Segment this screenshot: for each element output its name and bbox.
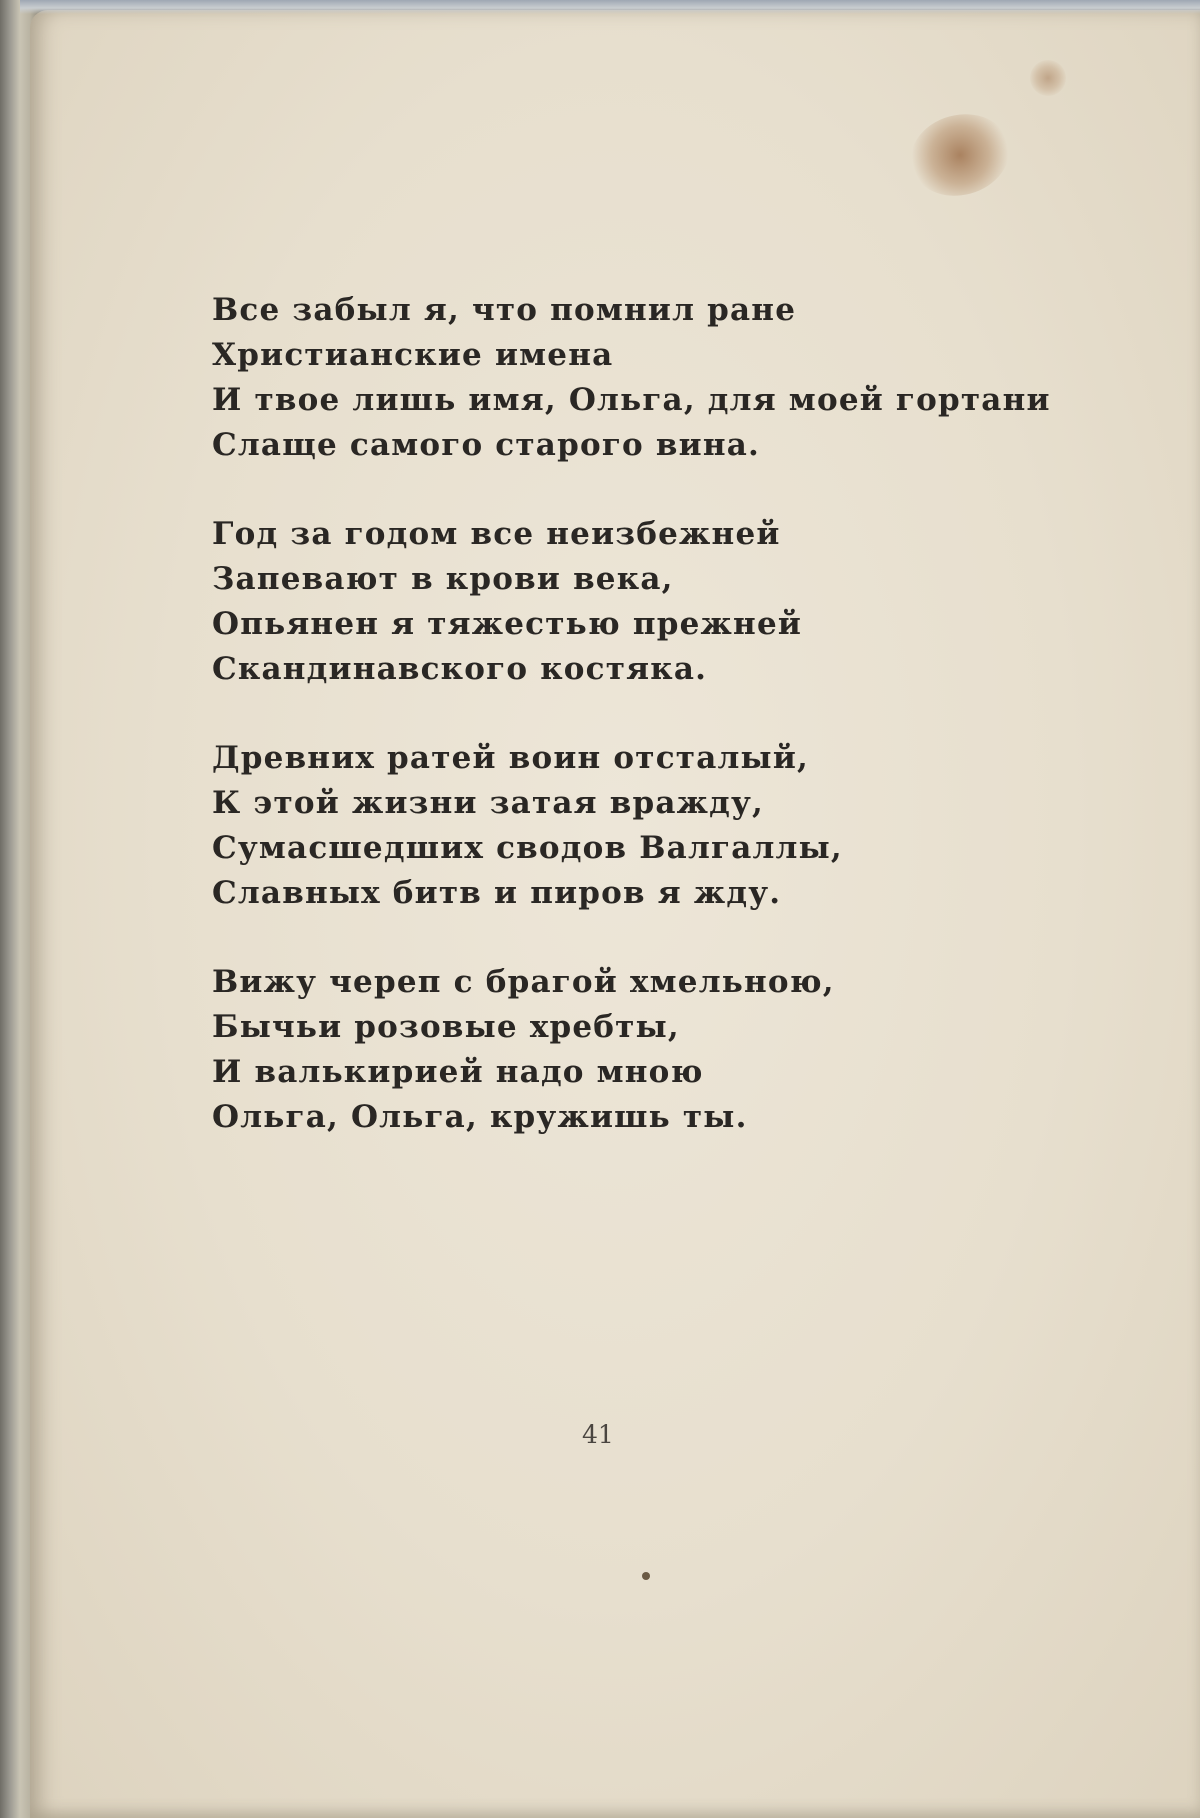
paper-stain [901, 103, 1018, 206]
poem-line: Опьянен я тяжестью прежней [212, 606, 803, 642]
poem-line: Вижу череп с брагой хмельною, [212, 964, 835, 1000]
paper-speck [642, 1572, 650, 1580]
poem-line: Слаще самого старого вина. [212, 427, 760, 463]
poem-line: Бычьи розовые хребты, [212, 1009, 680, 1045]
book-page [30, 10, 1200, 1818]
page-top-edge [20, 0, 1200, 14]
poem-line: Славных битв и пиров я жду. [212, 875, 782, 911]
stanza-2 [212, 512, 1012, 692]
paper-stain [1030, 60, 1066, 96]
poem-line: Ольга, Ольга, кружишь ты. [212, 1099, 748, 1135]
poem-line: Христианские имена [212, 337, 614, 373]
stanza-1 [212, 288, 1051, 468]
poem-line: Древних ратей воин отсталый, [212, 740, 810, 776]
poem-line: Запевают в крови века, [212, 561, 674, 597]
poem-line: И твое лишь имя, Ольга, для моей гортани [212, 382, 1051, 418]
page-number: 41 [582, 1420, 614, 1449]
poem-line: Сумасшедших сводов Валгаллы, [212, 830, 843, 866]
stanza-3 [212, 736, 1012, 916]
poem-line: И валькирией надо мною [212, 1054, 704, 1090]
poem-line: Скандинавского костяка. [212, 651, 708, 687]
poem-line: К этой жизни затая вражду, [212, 785, 765, 821]
poem-line: Все забыл я, что помнил ране [212, 292, 797, 328]
stanza-4 [212, 960, 1012, 1140]
poem [212, 288, 1051, 1140]
poem-line: Год за годом все неизбежней [212, 516, 781, 552]
